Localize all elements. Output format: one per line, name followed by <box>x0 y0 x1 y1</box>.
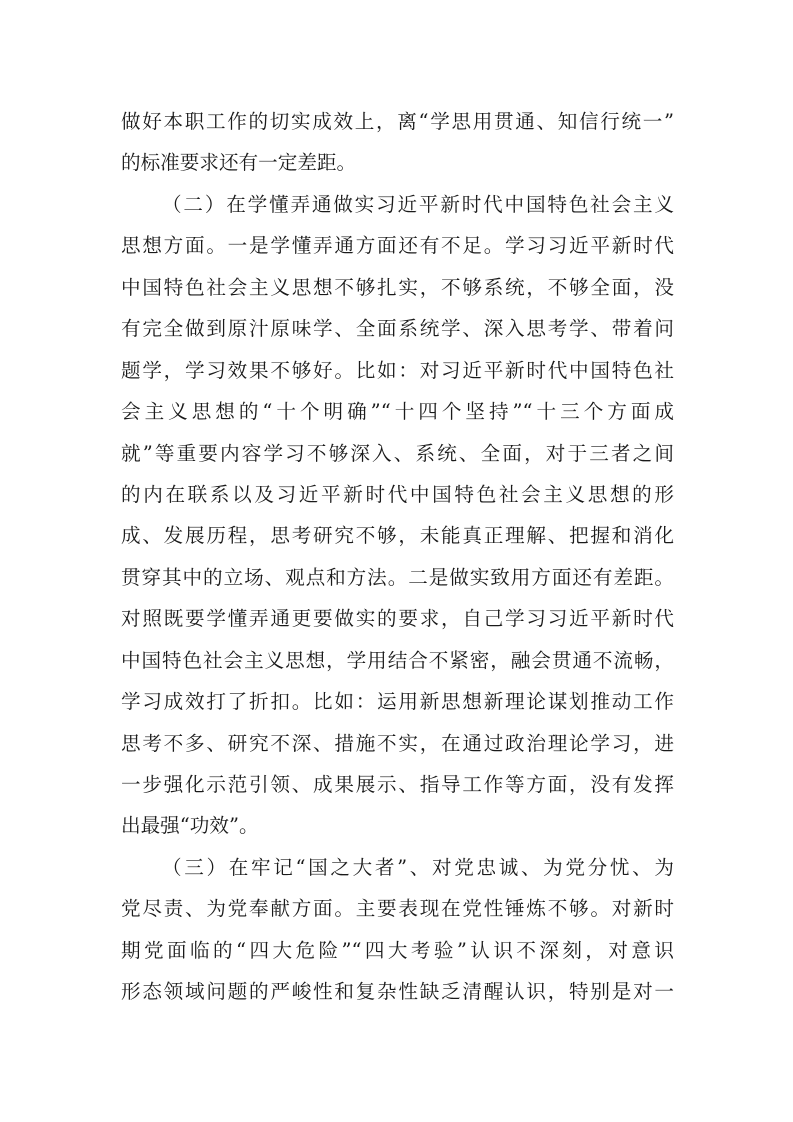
text-line: 一步强化示范引领、成果展示、指导工作等方面，没有发挥 <box>121 773 674 796</box>
text-line: 思考不多、研究不深、措施不实，在通过政治理论学习，进 <box>121 731 674 755</box>
document-body <box>121 101 674 1013</box>
text-line: 中国特色社会主义思想，学用结合不紧密，融会贯通不流畅， <box>121 648 674 672</box>
text-line: 期党面临的“四大危险”“四大考验”认识不深刻，对意识 <box>121 938 674 962</box>
text-line: 形态领域问题的严峻性和复杂性缺乏清醒认识，特别是对一 <box>121 980 674 1004</box>
text-line: 的内在联系以及习近平新时代中国特色社会主义思想的形 <box>121 482 674 506</box>
text-line: 思想方面。一是学懂弄通方面还有不足。学习习近平新时代 <box>121 234 674 258</box>
text-line: 贯穿其中的立场、观点和方法。二是做实致用方面还有差距。 <box>121 565 674 589</box>
text-line: 有完全做到原汁原味学、全面系统学、深入思考学、带着问 <box>121 317 674 341</box>
text-line: 的标准要求还有一定差距。 <box>121 151 357 175</box>
section-heading-line: （二）在学懂弄通做实习近平新时代中国特色社会主义 <box>162 192 674 216</box>
text-line: 出最强“功效”。 <box>121 814 259 838</box>
text-line: 学习成效打了折扣。比如：运用新思想新理论谋划推动工作 <box>121 690 674 714</box>
text-line: 会主义思想的“十个明确”“十四个坚持”“十三个方面成 <box>121 400 674 424</box>
section-heading-line: （三）在牢记“国之大者”、对党忠诚、为党分忧、为 <box>162 855 674 879</box>
text-line: 做好本职工作的切实成效上，离“学思用贯通、知信行统一” <box>121 110 674 133</box>
text-line: 成、发展历程，思考研究不够，未能真正理解、把握和消化 <box>121 524 674 548</box>
text-line: 党尽责、为党奉献方面。主要表现在党性锤炼不够。对新时 <box>121 897 674 921</box>
text-line: 对照既要学懂弄通更要做实的要求，自己学习习近平新时代 <box>121 607 674 631</box>
text-line: 就”等重要内容学习不够深入、系统、全面，对于三者之间 <box>121 441 674 465</box>
text-line: 中国特色社会主义思想不够扎实，不够系统，不够全面，没 <box>121 275 674 299</box>
text-line: 题学，学习效果不够好。比如：对习近平新时代中国特色社 <box>121 358 674 382</box>
